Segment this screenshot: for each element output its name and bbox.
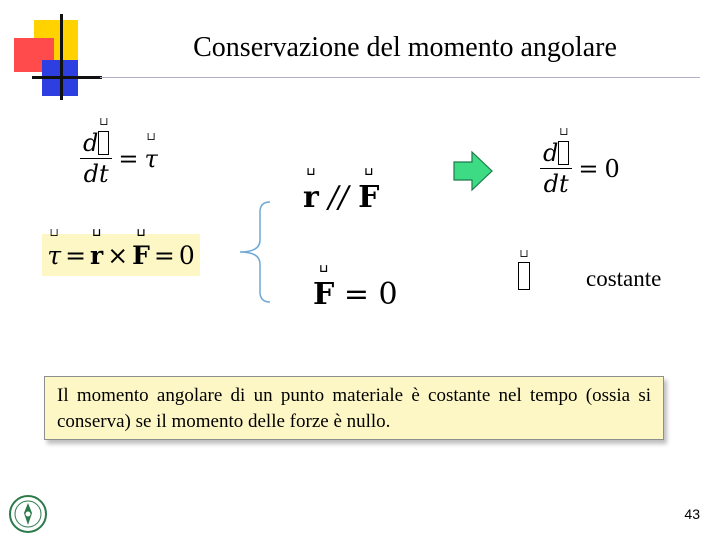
force-vector: F <box>132 240 150 270</box>
position-vector-r: r <box>303 180 319 215</box>
parallel-operator: // <box>328 180 349 215</box>
equation-angular-momentum-rate: d ⊔ dt = ⊔ τ <box>80 130 158 187</box>
left-brace <box>236 200 276 304</box>
denominator-dt: dt <box>83 160 109 188</box>
force-vector-f: F <box>358 180 380 215</box>
force-vector-f2: F <box>313 277 335 312</box>
condition-zero-force: ⊔ F = 0 <box>313 262 398 312</box>
cross-operator: × <box>107 240 129 270</box>
logo-vertical-line <box>60 14 63 100</box>
denominator-dt-2: dt <box>543 170 569 198</box>
fraction-dl-dt: d ⊔ dt <box>80 130 112 187</box>
logo-horizontal-line <box>32 76 102 79</box>
title-underline <box>100 77 700 78</box>
torque-rhs: 0 <box>178 240 195 270</box>
conserved-rhs: 0 <box>604 154 620 183</box>
torque-symbol: ⊔ τ <box>144 129 158 173</box>
angular-momentum-symbol-2 <box>558 141 569 165</box>
university-seal-icon <box>8 494 48 534</box>
numerator-d-2: d <box>543 139 559 167</box>
equation-torque-zero: ⊔ τ = ⊔ r × ⊔ F = 0 <box>42 234 200 276</box>
conservation-statement: Il momento angolare di un punto materiale è costante nel tempo (ossia si conserva) se il momento delle forze è nullo. <box>44 376 664 440</box>
angular-momentum-constant-symbol: ⊔ <box>518 262 530 292</box>
angular-momentum-symbol <box>98 131 109 155</box>
implies-arrow-icon <box>452 150 494 192</box>
zero-force-rhs: 0 <box>378 277 398 312</box>
constant-label: costante <box>586 266 662 291</box>
torque-lhs: τ <box>47 240 62 270</box>
numerator-d: d <box>83 129 99 157</box>
condition-parallel: ⊔ r // ⊔ F <box>303 165 380 215</box>
equation-angular-momentum-conserved: d ⊔ dt = 0 <box>540 140 620 197</box>
slide-title: Conservazione del momento angolare <box>193 32 617 63</box>
position-vector: r <box>90 240 104 270</box>
page-number: 43 <box>684 506 700 522</box>
